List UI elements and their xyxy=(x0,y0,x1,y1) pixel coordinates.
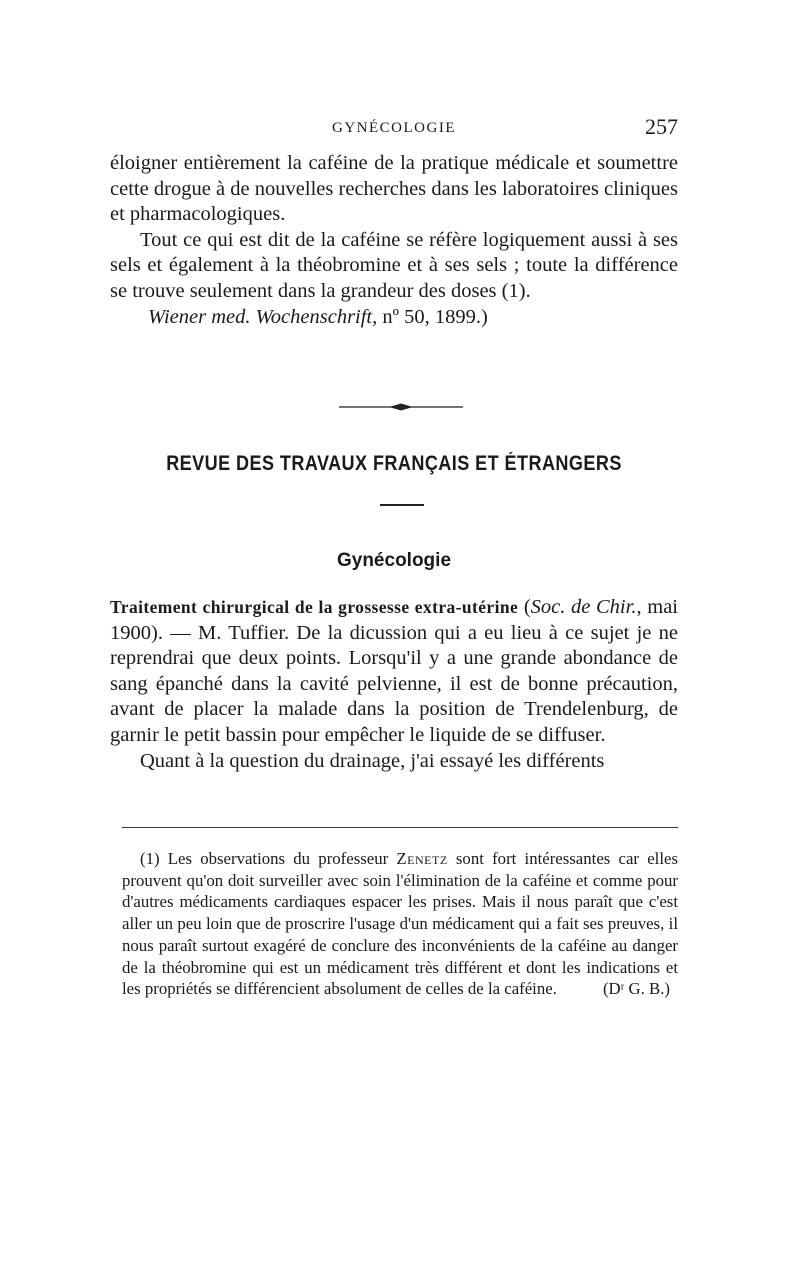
running-header xyxy=(110,116,678,142)
footnote xyxy=(122,848,678,1000)
article-text: , mai 1900). — M. Tuffier. De la dicussion qui a eu lieu à ce sujet je ne reprendrai que deux points. Lorsqu'il y a une grande abondance de sang épanché dans la cavité pelvienne, il est de bonne précaution, avant de placer la malade dans la position de Trendelenburg, de garnir le petit bassin pour empêcher le liquide de se diffuser. xyxy=(110,596,678,746)
page-number: 257 xyxy=(645,114,678,139)
paragraph: éloigner entièrement la caféine de la pratique médicale et soumettre cette drogue à de nouvelles recherches dans les laboratoires cliniques et pharmacologiques. xyxy=(110,152,678,226)
citation-journal: Wiener med. Wochenschrift, xyxy=(148,305,378,328)
ornament-divider-icon xyxy=(339,402,463,412)
citation xyxy=(148,305,678,331)
source-open: ( xyxy=(523,596,531,618)
article-title: Traitement chirurgical de la grossesse extra-utérine xyxy=(110,597,519,617)
citation-details: nº 50, 1899.) xyxy=(377,305,488,328)
running-title: GYNÉCOLOGIE xyxy=(332,120,456,136)
article xyxy=(110,595,678,774)
footnote-signature: (Dʳ G. B.) xyxy=(602,979,670,999)
paragraph: Quant à la question du drainage, j'ai essayé les différents xyxy=(140,749,605,772)
subsection-heading: Gynécologie xyxy=(336,550,452,571)
footnote-text: (1) Les observations du professeur xyxy=(140,849,397,868)
footnote-rule xyxy=(122,827,678,828)
footnote-text: sont fort intéressantes car elles prouvent qu'on doit surveiller avec soin l'élimination de la caféine et comme pour d'autres médicaments cardiaques espacer les prises. Mais il nous paraît que c'est aller un peu loin que de proscrire l'usage d'un médicament qui a fait ses preuves, il nous paraît surtout exagéré de conclure des inconvénients de la caféine au danger de la théobromine qui est un médicament très différent et dont les indications et les propriétés se différencient absolument de celles de la caféine. xyxy=(122,849,678,999)
footnote-author: Zenetz xyxy=(396,849,448,868)
article-paragraph xyxy=(110,595,678,749)
divider xyxy=(380,504,424,506)
footnote-paragraph xyxy=(122,848,678,1000)
continuation-text xyxy=(110,151,678,330)
source-name: Soc. de Chir. xyxy=(530,596,637,618)
section-heading: REVUE DES TRAVAUX FRANÇAIS ET ÉTRANGERS xyxy=(166,452,622,475)
paragraph: Tout ce qui est dit de la caféine se réfère logiquement aussi à ses sels et également à la théobromine et à ses sels ; toute la différence se trouve seulement dans la grandeur des doses (1). xyxy=(110,228,678,302)
